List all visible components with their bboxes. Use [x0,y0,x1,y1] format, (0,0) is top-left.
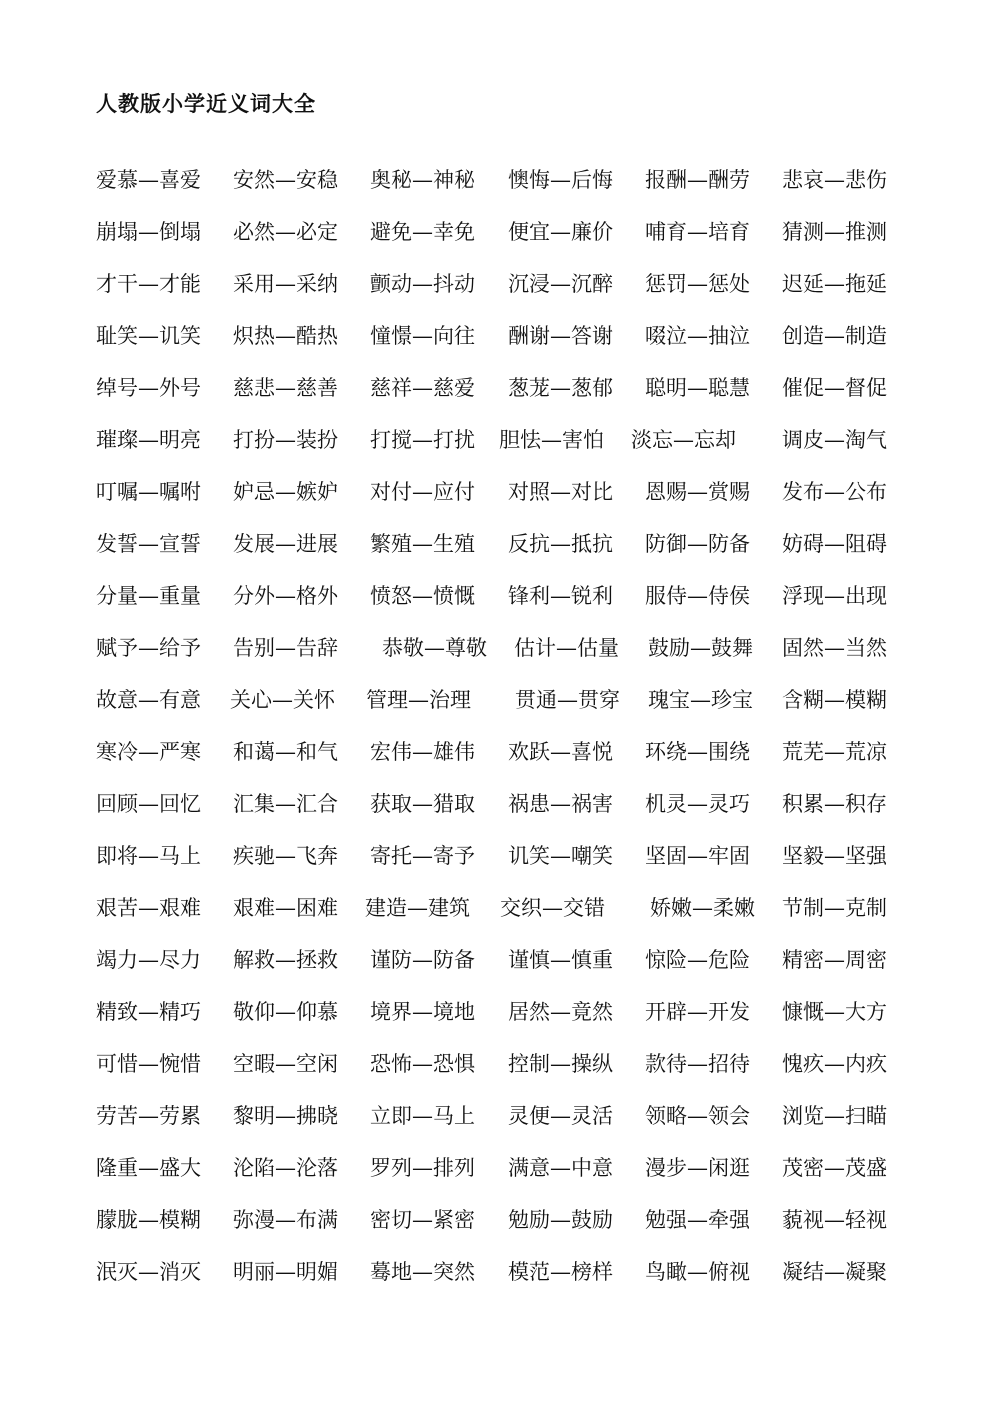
synonym-pair: 胆怯—害怕 [499,428,604,452]
synonym-row [0,836,993,876]
synonym-pair: 估计—估量 [514,636,619,660]
synonym-row [0,888,993,928]
page-title: 人教版小学近义词大全 [96,91,316,116]
synonym-pair: 崩塌—倒塌 [96,220,201,244]
synonym-pair: 耻笑—讥笑 [96,324,201,348]
synonym-pair: 艰难—困难 [233,896,338,920]
synonym-pair: 叮嘱—嘱咐 [96,480,201,504]
synonym-row [0,784,993,824]
synonym-row [0,1200,993,1240]
synonym-pair: 空暇—空闲 [233,1052,338,1076]
synonym-pair: 猜测—推测 [782,220,887,244]
synonym-pair: 敬仰—仰慕 [233,1000,338,1024]
synonym-pair: 发誓—宣誓 [96,532,201,556]
synonym-pair: 茂密—茂盛 [782,1156,887,1180]
synonym-pair: 管理—治理 [366,688,471,712]
synonym-pair: 宏伟—雄伟 [370,740,475,764]
synonym-pair: 漫步—闲逛 [645,1156,750,1180]
synonym-pair: 祸患—祸害 [508,792,613,816]
synonym-pair: 娇嫩—柔嫩 [650,896,755,920]
synonym-pair: 开辟—开发 [645,1000,750,1024]
synonym-pair: 反抗—抵抗 [508,532,613,556]
synonym-pair: 汇集—汇合 [233,792,338,816]
synonym-pair: 款待—招待 [645,1052,750,1076]
synonym-pair: 淡忘—忘却 [631,428,736,452]
synonym-pair: 沦陷—沦落 [233,1156,338,1180]
synonym-pair: 发布—公布 [782,480,887,504]
synonym-pair: 愧疚—内疚 [782,1052,887,1076]
synonym-pair: 哺育—培育 [645,220,750,244]
synonym-pair: 疾驰—飞奔 [233,844,338,868]
synonym-pair: 居然—竟然 [508,1000,613,1024]
synonym-row [0,420,993,460]
synonym-pair: 颤动—抖动 [370,272,475,296]
synonym-pair: 泯灭—消灭 [96,1260,201,1284]
synonym-pair: 打搅—打扰 [370,428,475,452]
synonym-pair: 对付—应付 [370,480,475,504]
synonym-pair: 获取—猎取 [370,792,475,816]
synonym-row [0,212,993,252]
synonym-pair: 蓦地—突然 [370,1260,475,1284]
synonym-pair: 藐视—轻视 [782,1208,887,1232]
synonym-pair: 安然—安稳 [233,168,338,192]
synonym-row [0,368,993,408]
synonym-pair: 控制—操纵 [508,1052,613,1076]
synonym-pair: 打扮—装扮 [233,428,338,452]
synonym-pair: 懊悔—后悔 [508,168,613,192]
synonym-row [0,1148,993,1188]
synonym-pair: 立即—马上 [370,1104,475,1128]
synonym-pair: 可惜—惋惜 [96,1052,201,1076]
synonym-pair: 谨慎—慎重 [508,948,613,972]
synonym-pair: 勉强—牵强 [645,1208,750,1232]
synonym-pair: 鸟瞰—俯视 [645,1260,750,1284]
synonym-pair: 关心—关怀 [230,688,335,712]
synonym-pair: 惊险—危险 [645,948,750,972]
synonym-pair: 固然—当然 [782,636,887,660]
synonym-row [0,628,993,668]
synonym-pair: 境界—境地 [370,1000,475,1024]
synonym-pair: 避免—幸免 [370,220,475,244]
synonym-pair: 交织—交错 [500,896,605,920]
synonym-pair: 明丽—明媚 [233,1260,338,1284]
synonym-pair: 节制—克制 [782,896,887,920]
synonym-pair: 憧憬—向往 [370,324,475,348]
synonym-pair: 解救—拯救 [233,948,338,972]
synonym-row [0,1096,993,1136]
synonym-row [0,160,993,200]
synonym-pair: 防御—防备 [645,532,750,556]
synonym-row [0,940,993,980]
synonym-pair: 恐怖—恐惧 [370,1052,475,1076]
synonym-row [0,1044,993,1084]
synonym-pair: 服侍—侍侯 [645,584,750,608]
synonym-pair: 慈祥—慈爱 [370,376,475,400]
synonym-pair: 分量—重量 [96,584,201,608]
synonym-pair: 妒忌—嫉妒 [233,480,338,504]
synonym-row [0,316,993,356]
synonym-pair: 迟延—拖延 [782,272,887,296]
synonym-pair: 隆重—盛大 [96,1156,201,1180]
synonym-pair: 璀璨—明亮 [96,428,201,452]
synonym-pair: 密切—紧密 [370,1208,475,1232]
synonym-pair: 慈悲—慈善 [233,376,338,400]
synonym-row [0,576,993,616]
synonym-row [0,524,993,564]
synonym-pair: 环绕—围绕 [645,740,750,764]
synonym-pair: 便宜—廉价 [508,220,613,244]
synonym-pair: 谨防—防备 [370,948,475,972]
synonym-pair: 荒芜—荒凉 [782,740,887,764]
synonym-pair: 绰号—外号 [96,376,201,400]
synonym-pair: 故意—有意 [96,688,201,712]
synonym-pair: 含糊—模糊 [782,688,887,712]
synonym-pair: 妨碍—阻碍 [782,532,887,556]
synonym-pair: 坚毅—坚强 [782,844,887,868]
synonym-pair: 勉励—鼓励 [508,1208,613,1232]
synonym-pair: 满意—中意 [508,1156,613,1180]
synonym-pair: 模范—榜样 [508,1260,613,1284]
synonym-pair: 采用—采纳 [233,272,338,296]
synonym-pair: 鼓励—鼓舞 [648,636,753,660]
synonym-row [0,472,993,512]
synonym-pair: 才干—才能 [96,272,201,296]
synonym-pair: 浏览—扫瞄 [782,1104,887,1128]
synonym-pair: 瑰宝—珍宝 [648,688,753,712]
synonym-pair: 精致—精巧 [96,1000,201,1024]
synonym-pair: 机灵—灵巧 [645,792,750,816]
synonym-pair: 创造—制造 [782,324,887,348]
synonym-pair: 葱茏—葱郁 [508,376,613,400]
synonym-pair: 啜泣—抽泣 [645,324,750,348]
synonym-pair: 愤怒—愤慨 [370,584,475,608]
synonym-pair: 坚固—牢固 [645,844,750,868]
synonym-pair: 竭力—尽力 [96,948,201,972]
synonym-pair: 欢跃—喜悦 [508,740,613,764]
synonym-pair: 恩赐—赏赐 [645,480,750,504]
synonym-pair: 聪明—聪慧 [645,376,750,400]
synonym-pair: 朦胧—模糊 [96,1208,201,1232]
synonym-pair: 讥笑—嘲笑 [508,844,613,868]
synonym-pair: 调皮—淘气 [782,428,887,452]
synonym-row [0,1252,993,1292]
synonym-pair: 弥漫—布满 [233,1208,338,1232]
synonym-row [0,732,993,772]
synonym-pair: 积累—积存 [782,792,887,816]
synonym-pair: 恭敬—尊敬 [382,636,487,660]
synonym-pair: 建造—建筑 [365,896,470,920]
synonym-pair: 寒冷—严寒 [96,740,201,764]
synonym-pair: 沉浸—沉醉 [508,272,613,296]
synonym-pair: 报酬—酬劳 [645,168,750,192]
synonym-pair: 必然—必定 [233,220,338,244]
synonym-pair: 奥秘—神秘 [370,168,475,192]
synonym-pair: 悲哀—悲伤 [782,168,887,192]
synonym-pair: 回顾—回忆 [96,792,201,816]
synonym-pair: 酬谢—答谢 [508,324,613,348]
synonym-pair: 黎明—拂晓 [233,1104,338,1128]
synonym-pair: 锋利—锐利 [508,584,613,608]
synonym-pair: 灵便—灵活 [508,1104,613,1128]
synonym-pair: 劳苦—劳累 [96,1104,201,1128]
synonym-pair: 炽热—酷热 [233,324,338,348]
synonym-row [0,992,993,1032]
synonym-pair: 罗列—排列 [370,1156,475,1180]
synonym-pair: 寄托—寄予 [370,844,475,868]
synonym-pair: 艰苦—艰难 [96,896,201,920]
synonym-pair: 领略—领会 [645,1104,750,1128]
synonym-pair: 爱慕—喜爱 [96,168,201,192]
synonym-pair: 凝结—凝聚 [782,1260,887,1284]
synonym-pair: 慷慨—大方 [782,1000,887,1024]
synonym-row [0,264,993,304]
synonym-pair: 贯通—贯穿 [515,688,620,712]
synonym-pair: 惩罚—惩处 [645,272,750,296]
synonym-pair: 繁殖—生殖 [370,532,475,556]
synonym-row [0,680,993,720]
synonym-pair: 浮现—出现 [782,584,887,608]
synonym-pair: 分外—格外 [233,584,338,608]
synonym-pair: 发展—进展 [233,532,338,556]
synonym-pair: 和蔼—和气 [233,740,338,764]
synonym-pair: 催促—督促 [782,376,887,400]
synonym-pair: 精密—周密 [782,948,887,972]
synonym-pair: 赋予—给予 [96,636,201,660]
synonym-pair: 即将—马上 [96,844,201,868]
synonym-pair: 告别—告辞 [233,636,338,660]
synonym-pair: 对照—对比 [508,480,613,504]
